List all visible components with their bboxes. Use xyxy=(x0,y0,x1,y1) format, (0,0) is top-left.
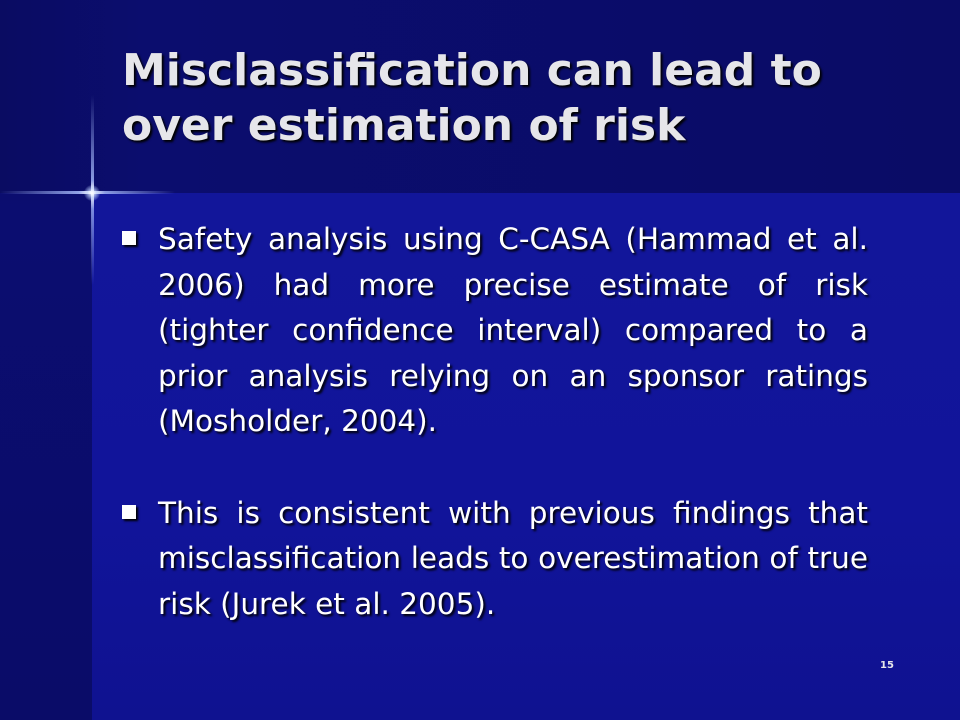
bullet-text: This is consistent with previous findings that misclassification leads to overestimation of true risk (Jurek et al. 2005). xyxy=(158,495,868,621)
bullet-item xyxy=(122,491,868,628)
bullet-text: Safety analysis using C-CASA (Hammad et al. 2006) had more precise estimate of risk (tighter confidence interval) compared to a prior analysis relying on an sponsor ratings (Mosholder, 2004). xyxy=(158,222,868,438)
slide-number: 15 xyxy=(880,660,894,671)
square-bullet-icon xyxy=(122,231,136,245)
sparkle-icon xyxy=(84,185,100,201)
slide-title: Misclassification can lead to over estimation of risk xyxy=(122,45,822,151)
bullet-item xyxy=(122,217,868,445)
square-bullet-icon xyxy=(122,505,136,519)
bullet-list xyxy=(122,217,868,673)
